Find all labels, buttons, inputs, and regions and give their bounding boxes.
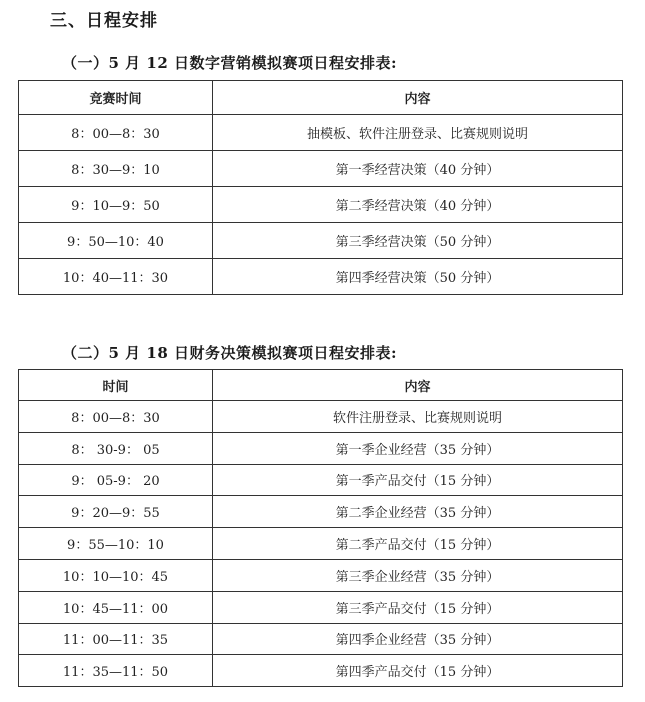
schedule-table-financial-decision <box>18 369 623 687</box>
table-row <box>19 259 623 295</box>
column-header-time: 竞赛时间 <box>19 81 213 115</box>
time-cell: 9：10—9：50 <box>19 187 213 223</box>
time-cell: 9：55—10：10 <box>19 528 213 560</box>
content-cell: 第二季产品交付（15 分钟） <box>213 528 623 560</box>
time-cell: 10：40—11：30 <box>19 259 213 295</box>
time-cell: 11：00—11：35 <box>19 623 213 655</box>
table-row <box>19 655 623 687</box>
table-row <box>19 115 623 151</box>
table-row <box>19 464 623 496</box>
section-heading: 三、日程安排 <box>50 11 158 31</box>
time-cell: 10：45—11：00 <box>19 591 213 623</box>
content-cell: 第四季经营决策（50 分钟） <box>213 259 623 295</box>
content-cell: 第二季经营决策（40 分钟） <box>213 187 623 223</box>
content-cell: 第三季经营决策（50 分钟） <box>213 223 623 259</box>
table-row <box>19 496 623 528</box>
time-cell: 8：00—8：30 <box>19 401 213 433</box>
time-cell: 9：50—10：40 <box>19 223 213 259</box>
table-row <box>19 591 623 623</box>
content-cell: 抽模板、软件注册登录、比赛规则说明 <box>213 115 623 151</box>
table-row <box>19 623 623 655</box>
table-1-title: （一）5 月 12 日数字营销模拟赛项日程安排表: <box>62 54 398 72</box>
time-cell: 9： 05-9： 20 <box>19 464 213 496</box>
table-row <box>19 223 623 259</box>
schedule-table-digital-marketing <box>18 80 623 295</box>
content-cell: 第二季企业经营（35 分钟） <box>213 496 623 528</box>
content-cell: 第三季企业经营（35 分钟） <box>213 559 623 591</box>
table-row <box>19 401 623 433</box>
table-header-row <box>19 370 623 401</box>
column-header-content: 内容 <box>213 81 623 115</box>
content-cell: 第一季产品交付（15 分钟） <box>213 464 623 496</box>
column-header-content: 内容 <box>213 370 623 401</box>
content-cell: 第一季企业经营（35 分钟） <box>213 432 623 464</box>
content-cell: 第一季经营决策（40 分钟） <box>213 151 623 187</box>
content-cell: 软件注册登录、比赛规则说明 <box>213 401 623 433</box>
time-cell: 11：35—11：50 <box>19 655 213 687</box>
time-cell: 8： 30-9： 05 <box>19 432 213 464</box>
time-cell: 8：30—9：10 <box>19 151 213 187</box>
table-row <box>19 151 623 187</box>
content-cell: 第四季企业经营（35 分钟） <box>213 623 623 655</box>
content-cell: 第三季产品交付（15 分钟） <box>213 591 623 623</box>
table-row <box>19 432 623 464</box>
table-row <box>19 559 623 591</box>
table-header-row <box>19 81 623 115</box>
time-cell: 10：10—10：45 <box>19 559 213 591</box>
content-cell: 第四季产品交付（15 分钟） <box>213 655 623 687</box>
column-header-time: 时间 <box>19 370 213 401</box>
table-row <box>19 528 623 560</box>
table-row <box>19 187 623 223</box>
time-cell: 9：20—9：55 <box>19 496 213 528</box>
time-cell: 8：00—8：30 <box>19 115 213 151</box>
table-2-title: （二）5 月 18 日财务决策模拟赛项日程安排表: <box>62 344 398 362</box>
